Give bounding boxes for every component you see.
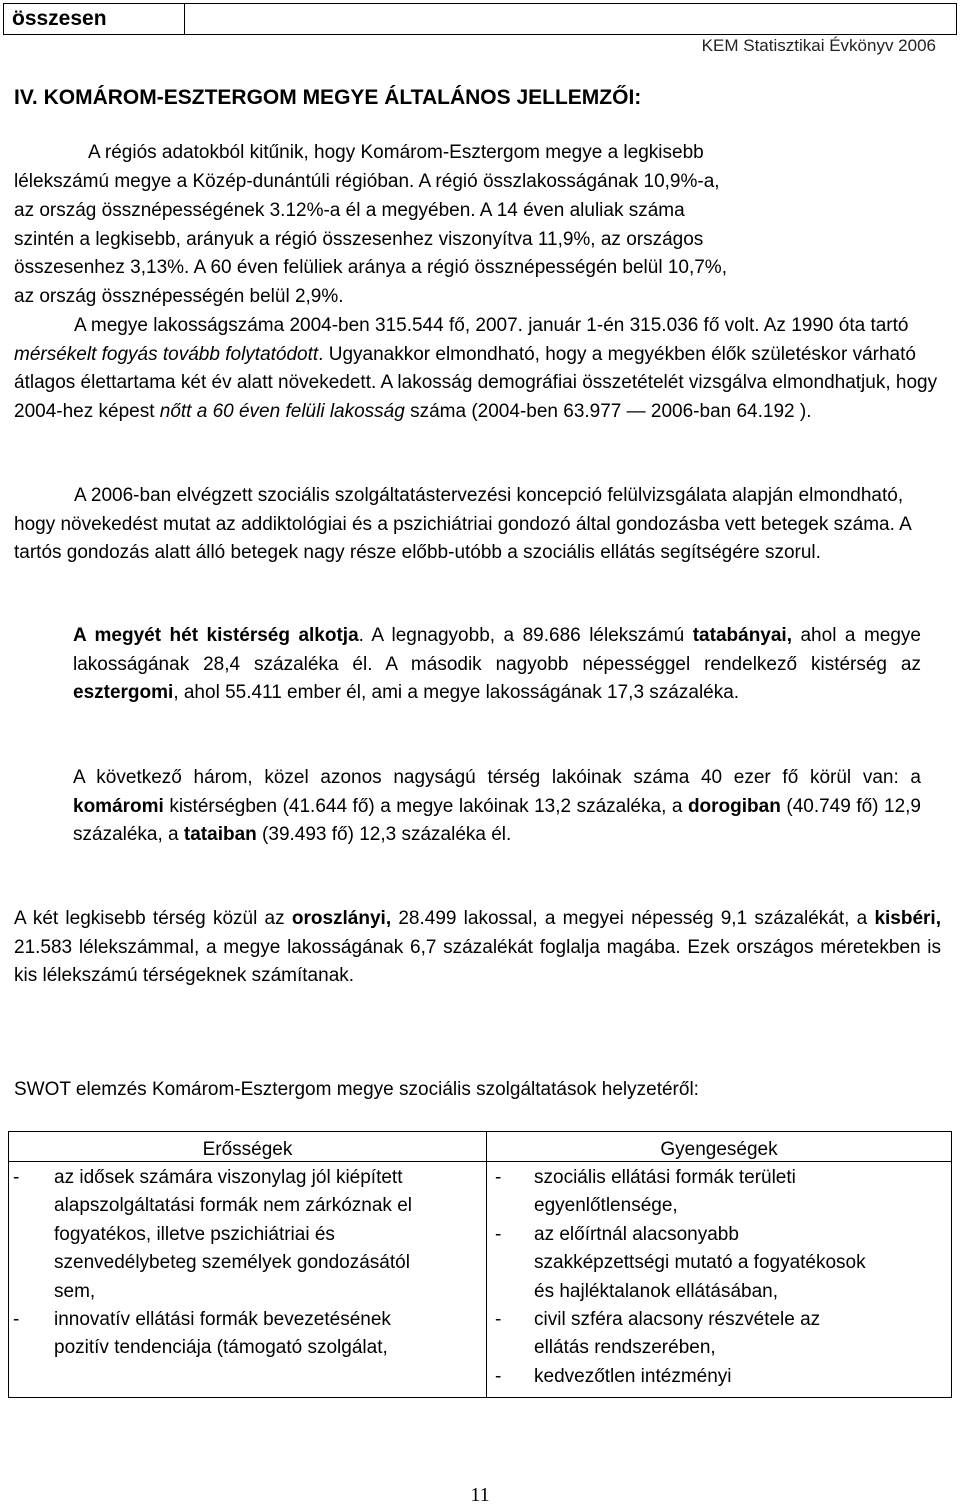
swot-strengths-cell <box>9 1162 487 1398</box>
list-item: - kedvezőtlen intézményi <box>495 1365 732 1387</box>
page-number: 11 <box>470 1484 490 1506</box>
list-item: - innovatív ellátási formák bevezetésének pozitív tendenciája (támogató szolgálat, <box>13 1309 391 1359</box>
paragraph-three-subregions: A következő három, közel azonos nagyságú térség lakóinak száma 40 ezer fő körül van: a komáromi kistérségben (41.644 fő) a megye lakóinak 13,2 százaléka, a dorogiban (40.749 fő) 12,9 százaléka, a tataiban (39.493 fő) 12,3 százaléka él. <box>73 767 921 846</box>
list-item: - civil szféra alacsony részvétele az ellátás rendszerében, <box>495 1309 821 1359</box>
header-table <box>3 3 957 35</box>
text-line: szintén a legkisebb, arányuk a régió összesenhez viszonyítva 11,9%, az országos <box>14 229 704 250</box>
paragraph-smallest-subregions: A két legkisebb térség közül az oroszlányi, 28.499 lakossal, a megyei népesség 9,1 százalékát, a kisbéri, 21.583 lélekszámmal, a megye lakosságának 6,7 százalékát foglalja magába. Ezek országos méretekben is kis lélekszámú térségeknek számítanak. <box>14 908 941 987</box>
swot-heading: SWOT elemzés Komárom-Esztergom megye szociális szolgáltatások helyzetéről: <box>14 1079 699 1100</box>
paragraph-social-services: A 2006-ban elvégzett szociális szolgáltatástervezési koncepció felülvizsgálata alapján elmondható, hogy növekedést mutat az addiktológiai és a pszichiátriai gondozó által gondozásba vett betegek száma. A tartós gondozás alatt álló betegek nagy része előbb-utóbb a szociális ellátás segítségére szorul. <box>14 485 911 564</box>
header-table-empty-cell <box>185 4 957 35</box>
swot-weaknesses-cell <box>487 1162 952 1398</box>
swot-weaknesses-header: Gyengeségek <box>487 1132 952 1162</box>
text-line: A régiós adatokból kitűnik, hogy Komárom-Esztergom megye a legkisebb <box>88 142 704 163</box>
text-line: összesenhez 3,13%. A 60 éven felüliek aránya a régió össznépességén belül 10,7%, <box>14 257 727 278</box>
weaknesses-list <box>487 1164 951 1391</box>
emphasis-elderly-growth: nőtt a 60 éven felüli lakosság <box>159 400 405 422</box>
swot-table <box>8 1131 952 1398</box>
text-line: lélekszámú megye a Közép-dunántúli régióban. A régió összlakosságának 10,9%-a, <box>14 171 720 192</box>
running-head: KEM Statisztikai Évkönyv 2006 <box>701 36 936 55</box>
list-item: - az idősek számára viszonylag jól kiépített alapszolgáltatási formák nem zárkóznak el fogyatékos, illetve pszichiátriai és szenvedélybeteg személyek gondozásától sem, <box>13 1167 413 1302</box>
paragraph-population: A megye lakosságszáma 2004-ben 315.544 fő, 2007. január 1-én 315.036 fő volt. Az 1990 óta tartó mérsékelt fogyás tovább folytatódott. Ugyanakkor elmondható, hogy a megyékben élők születéskor várható átlagos élettartama két év alatt növekedett. A lakosság demográfiai összetételét vizsgálva elmondhatjuk, hogy 2004-hez képest nőtt a 60 éven felüli lakosság száma (2004-ben 63.977 — 2006-ban 64.192 ). <box>14 315 938 422</box>
text-line: az ország össznépességén belül 2,9%. <box>14 286 344 307</box>
section-title: IV. KOMÁROM-ESZTERGOM MEGYE ÁLTALÁNOS JELLEMZŐI: <box>14 86 642 109</box>
strengths-list <box>9 1164 486 1363</box>
list-item: - az előírtnál alacsonyabb szakképzettségi mutató a fogyatékosok és hajléktalanok ellátásában, <box>495 1223 866 1302</box>
list-item: - szociális ellátási formák területi egyenlőtlensége, <box>495 1167 796 1217</box>
paragraph-subregions: A megyét hét kistérség alkotja. A legnagyobb, a 89.686 lélekszámú tatabányai, ahol a megye lakosságának 28,4 százaléka él. A második nagyobb népességgel rendelkező kistérség az esztergomi, ahol 55.411 ember él, ami a megye lakosságának 17,3 százaléka. <box>73 625 921 704</box>
swot-strengths-header: Erősségek <box>9 1132 487 1162</box>
emphasis-decline: mérsékelt fogyás tovább folytatódott <box>14 343 319 365</box>
header-table-label: összesen <box>4 4 185 35</box>
text-line: az ország össznépességének 3.12%-a él a megyében. A 14 éven aluliak száma <box>14 200 685 221</box>
